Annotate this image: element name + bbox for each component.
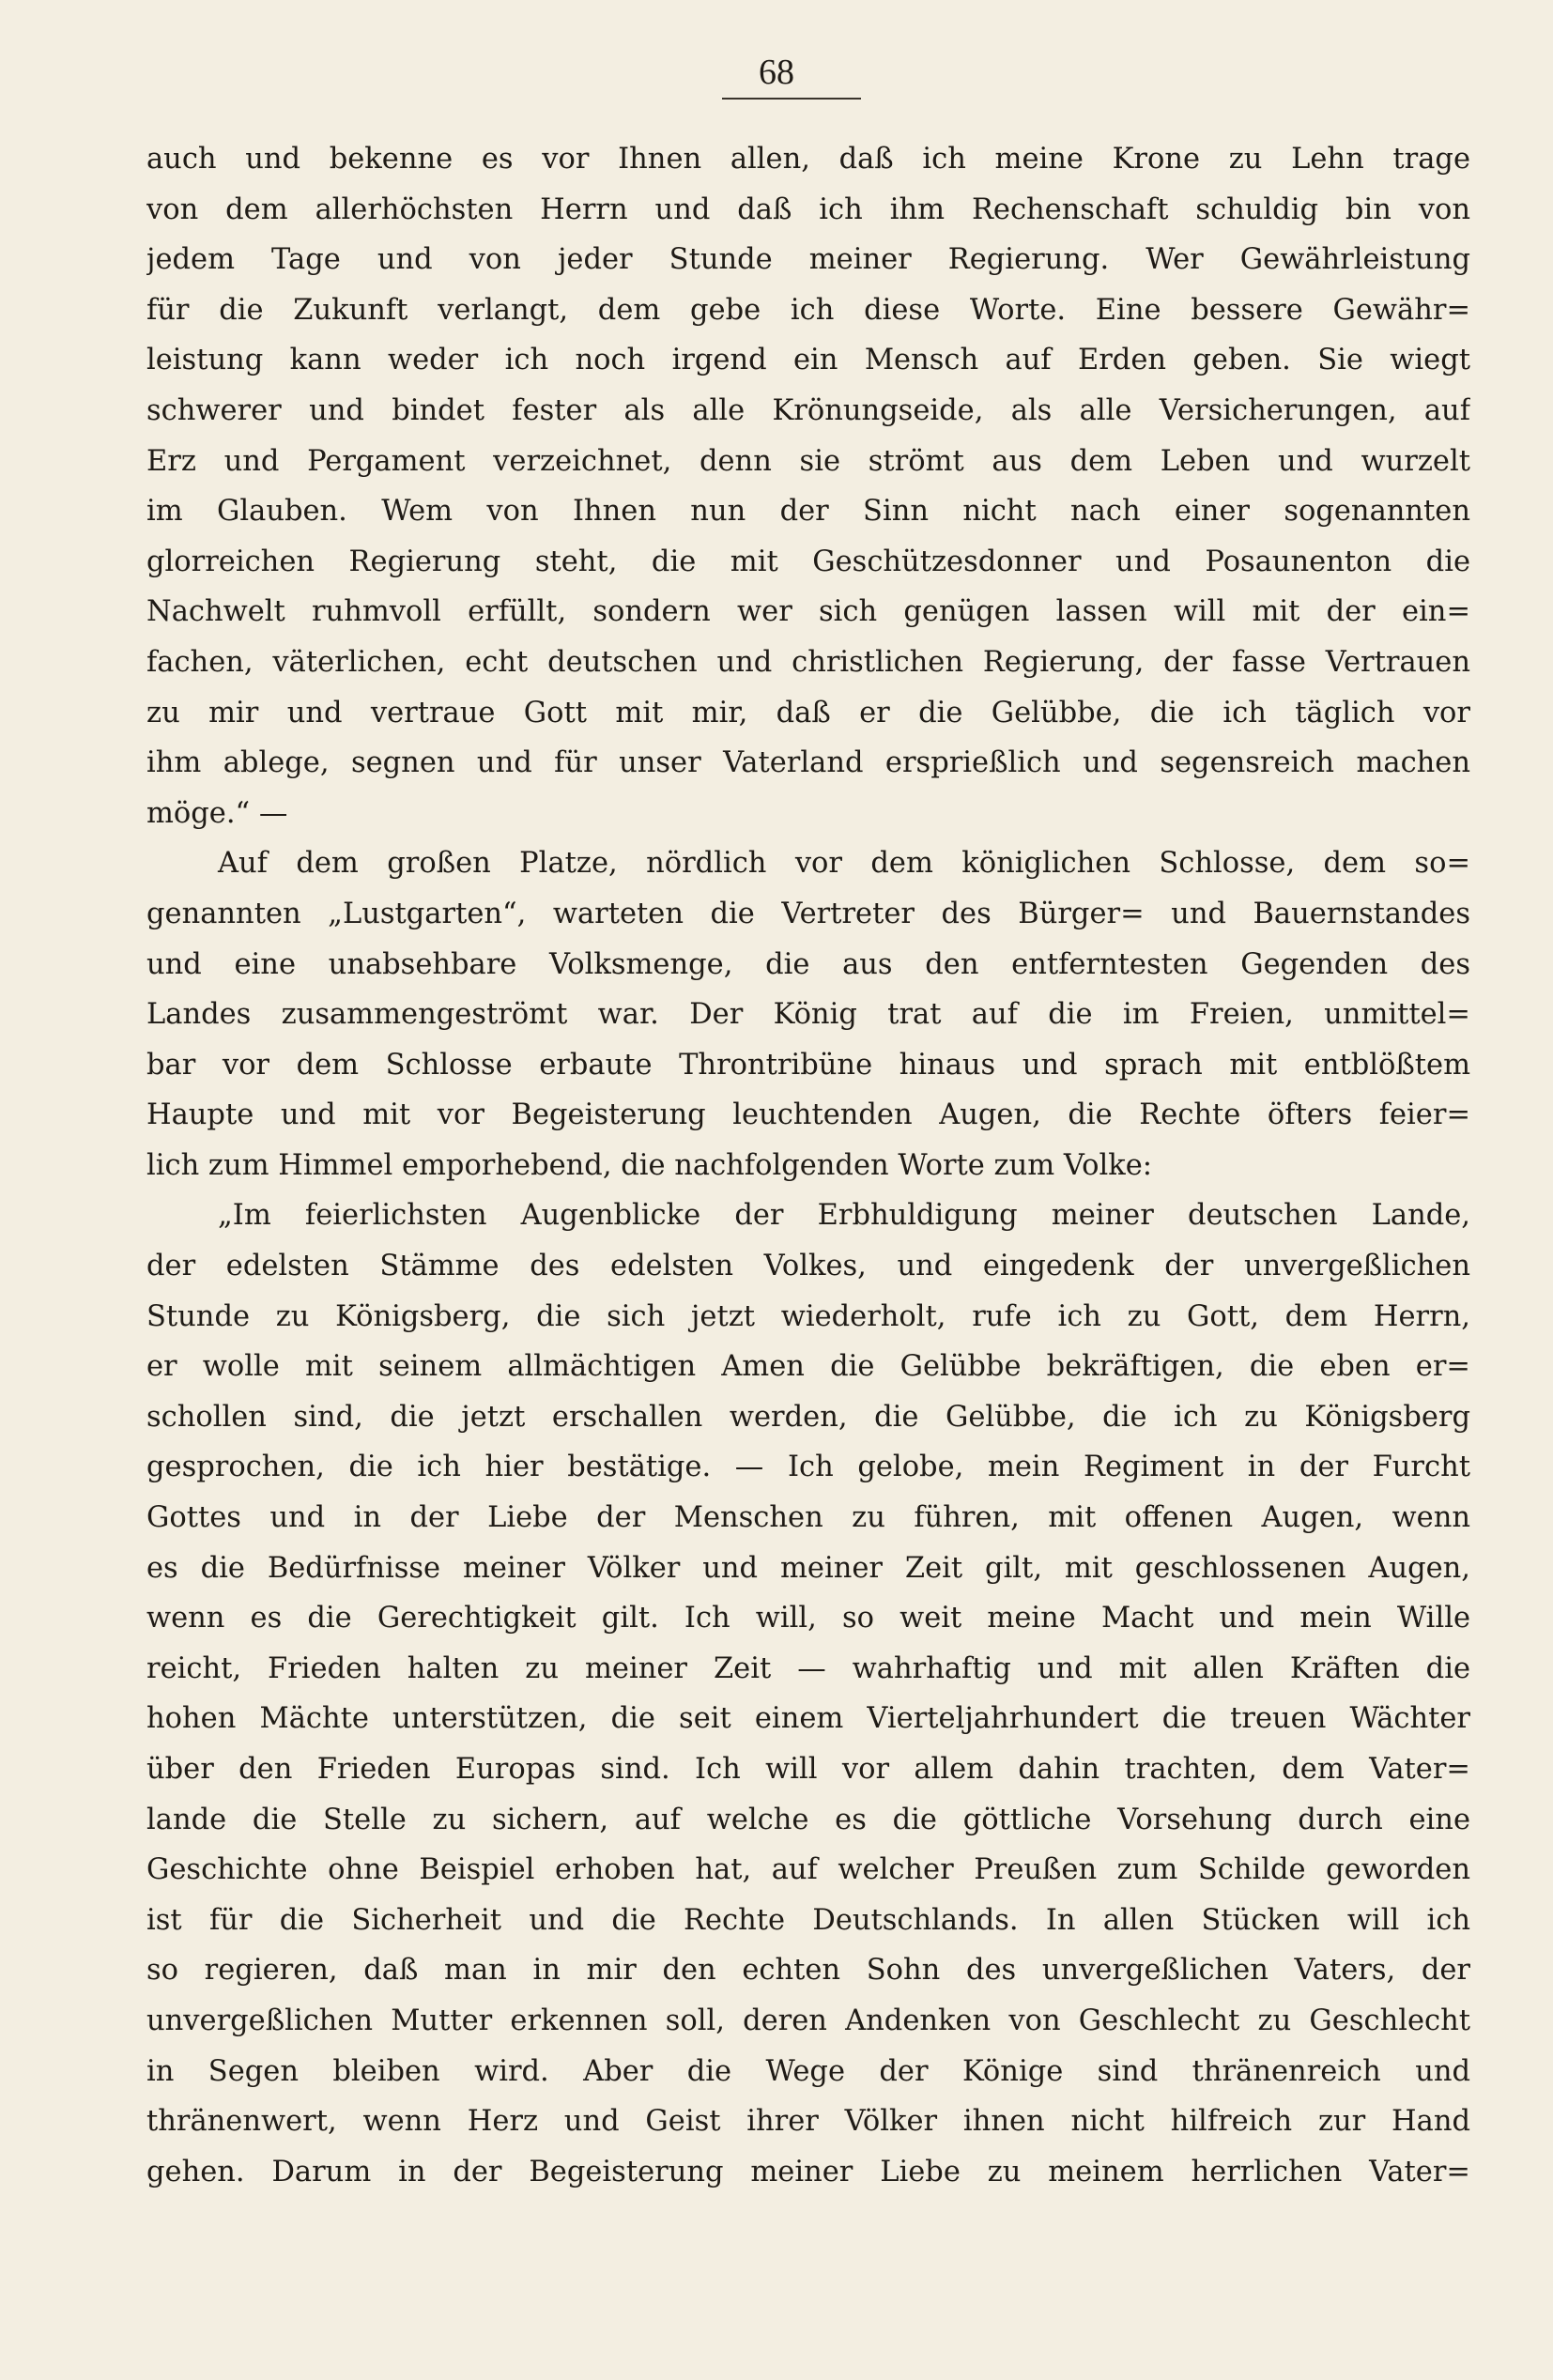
text-line: gehen. Darum in der Begeisterung meiner Liebe zu meinem herrlichen Vater= <box>146 2155 1470 2188</box>
text-line: Geschichte ohne Beispiel erhoben hat, auf welcher Preußen zum Schilde geworden <box>146 1853 1470 1887</box>
text-line: schwerer und bindet fester als alle Krönungseide, als alle Versicherungen, auf <box>146 393 1470 427</box>
text-line: für die Zukunft verlangt, dem gebe ich diese Worte. Eine bessere Gewähr= <box>146 293 1470 327</box>
text-line: auch und bekenne es vor Ihnen allen, daß ich meine Krone zu Lehn trage <box>146 143 1470 176</box>
text-line: unvergeßlichen Mutter erkennen soll, deren Andenken von Geschlecht zu Geschlecht <box>146 2004 1470 2037</box>
text-line: und eine unabsehbare Volksmenge, die aus den entferntesten Gegenden des <box>146 947 1470 981</box>
header-rule <box>722 98 861 100</box>
text-line: reicht, Frieden halten zu meiner Zeit — wahrhaftig und mit allen Kräften die <box>146 1651 1470 1685</box>
text-line: es die Bedürfnisse meiner Völker und meiner Zeit gilt, mit geschlossenen Augen, <box>146 1551 1470 1585</box>
text-line: bar vor dem Schlosse erbaute Throntribüne hinaus und sprach mit entblößtem <box>146 1048 1470 1082</box>
text-line: ist für die Sicherheit und die Rechte Deutschlands. In allen Stücken will ich <box>146 1903 1470 1937</box>
text-line: „Im feierlichsten Augenblicke der Erbhuldigung meiner deutschen Lande, <box>218 1199 1470 1233</box>
text-line: Stunde zu Königsberg, die sich jetzt wiederholt, rufe ich zu Gott, dem Herrn, <box>146 1299 1470 1333</box>
text-line: schollen sind, die jetzt erschallen werden, die Gelübbe, die ich zu Königsberg <box>146 1400 1470 1434</box>
text-line: ihm ablege, segnen und für unser Vaterland ersprießlich und segensreich machen <box>146 746 1470 780</box>
body-text <box>146 134 1470 2197</box>
text-line: im Glauben. Wem von Ihnen nun der Sinn nicht nach einer sogenannten <box>146 495 1470 529</box>
text-line: glorreichen Regierung steht, die mit Geschützesdonner und Posaunenton die <box>146 545 1470 578</box>
text-line: über den Frieden Europas sind. Ich will vor allem dahin trachten, dem Vater= <box>146 1753 1470 1786</box>
text-line: so regieren, daß man in mir den echten Sohn des unvergeßlichen Vaters, der <box>146 1954 1470 1988</box>
text-line: leistung kann weder ich noch irgend ein Mensch auf Erden geben. Sie wiegt <box>146 344 1470 377</box>
page-number: 68 <box>759 53 794 92</box>
text-line: der edelsten Stämme des edelsten Volkes, und eingedenk der unvergeßlichen <box>146 1250 1470 1283</box>
text-line: Auf dem großen Platze, nördlich vor dem königlichen Schlosse, dem so= <box>218 847 1470 881</box>
text-line: lande die Stelle zu sichern, auf welche es die göttliche Vorsehung durch eine <box>146 1803 1470 1836</box>
text-line: Nachwelt ruhmvoll erfüllt, sondern wer sich genügen lassen will mit der ein= <box>146 595 1470 629</box>
text-line: Erz und Pergament verzeichnet, denn sie strömt aus dem Leben und wurzelt <box>146 444 1470 478</box>
text-line: jedem Tage und von jeder Stunde meiner Regierung. Wer Gewährleistung <box>146 243 1470 277</box>
text-line: möge.“ — <box>146 796 288 830</box>
text-line: lich zum Himmel emporhebend, die nachfolgenden Worte zum Volke: <box>146 1148 1153 1182</box>
text-line: er wolle mit seinem allmächtigen Amen die Gelübbe bekräftigen, die eben er= <box>146 1350 1470 1384</box>
text-line: Gottes und in der Liebe der Menschen zu führen, mit offenen Augen, wenn <box>146 1501 1470 1535</box>
text-line: Haupte und mit vor Begeisterung leuchtenden Augen, die Rechte öfters feier= <box>146 1098 1470 1132</box>
text-line: fachen, väterlichen, echt deutschen und christlichen Regierung, der fasse Vertrauen <box>146 645 1470 679</box>
text-line: hohen Mächte unterstützen, die seit einem Vierteljahrhundert die treuen Wächter <box>146 1702 1470 1736</box>
text-line: in Segen bleiben wird. Aber die Wege der Könige sind thränenreich und <box>146 2054 1470 2088</box>
text-line: von dem allerhöchsten Herrn und daß ich ihm Rechenschaft schuldig bin von <box>146 192 1470 226</box>
text-line: gesprochen, die ich hier bestätige. — Ich gelobe, mein Regiment in der Furcht <box>146 1451 1470 1484</box>
text-line: Landes zusammengeströmt war. Der König trat auf die im Freien, unmittel= <box>146 998 1470 1032</box>
text-line: thränenwert, wenn Herz und Geist ihrer Völker ihnen nicht hilfreich zur Hand <box>146 2105 1470 2139</box>
text-line: wenn es die Gerechtigkeit gilt. Ich will, so weit meine Macht und mein Wille <box>146 1602 1470 1635</box>
text-line: zu mir und vertraue Gott mit mir, daß er die Gelübbe, die ich täglich vor <box>146 696 1470 729</box>
text-line: genannten „Lustgarten“, warteten die Vertreter des Bürger= und Bauernstandes <box>146 897 1470 930</box>
